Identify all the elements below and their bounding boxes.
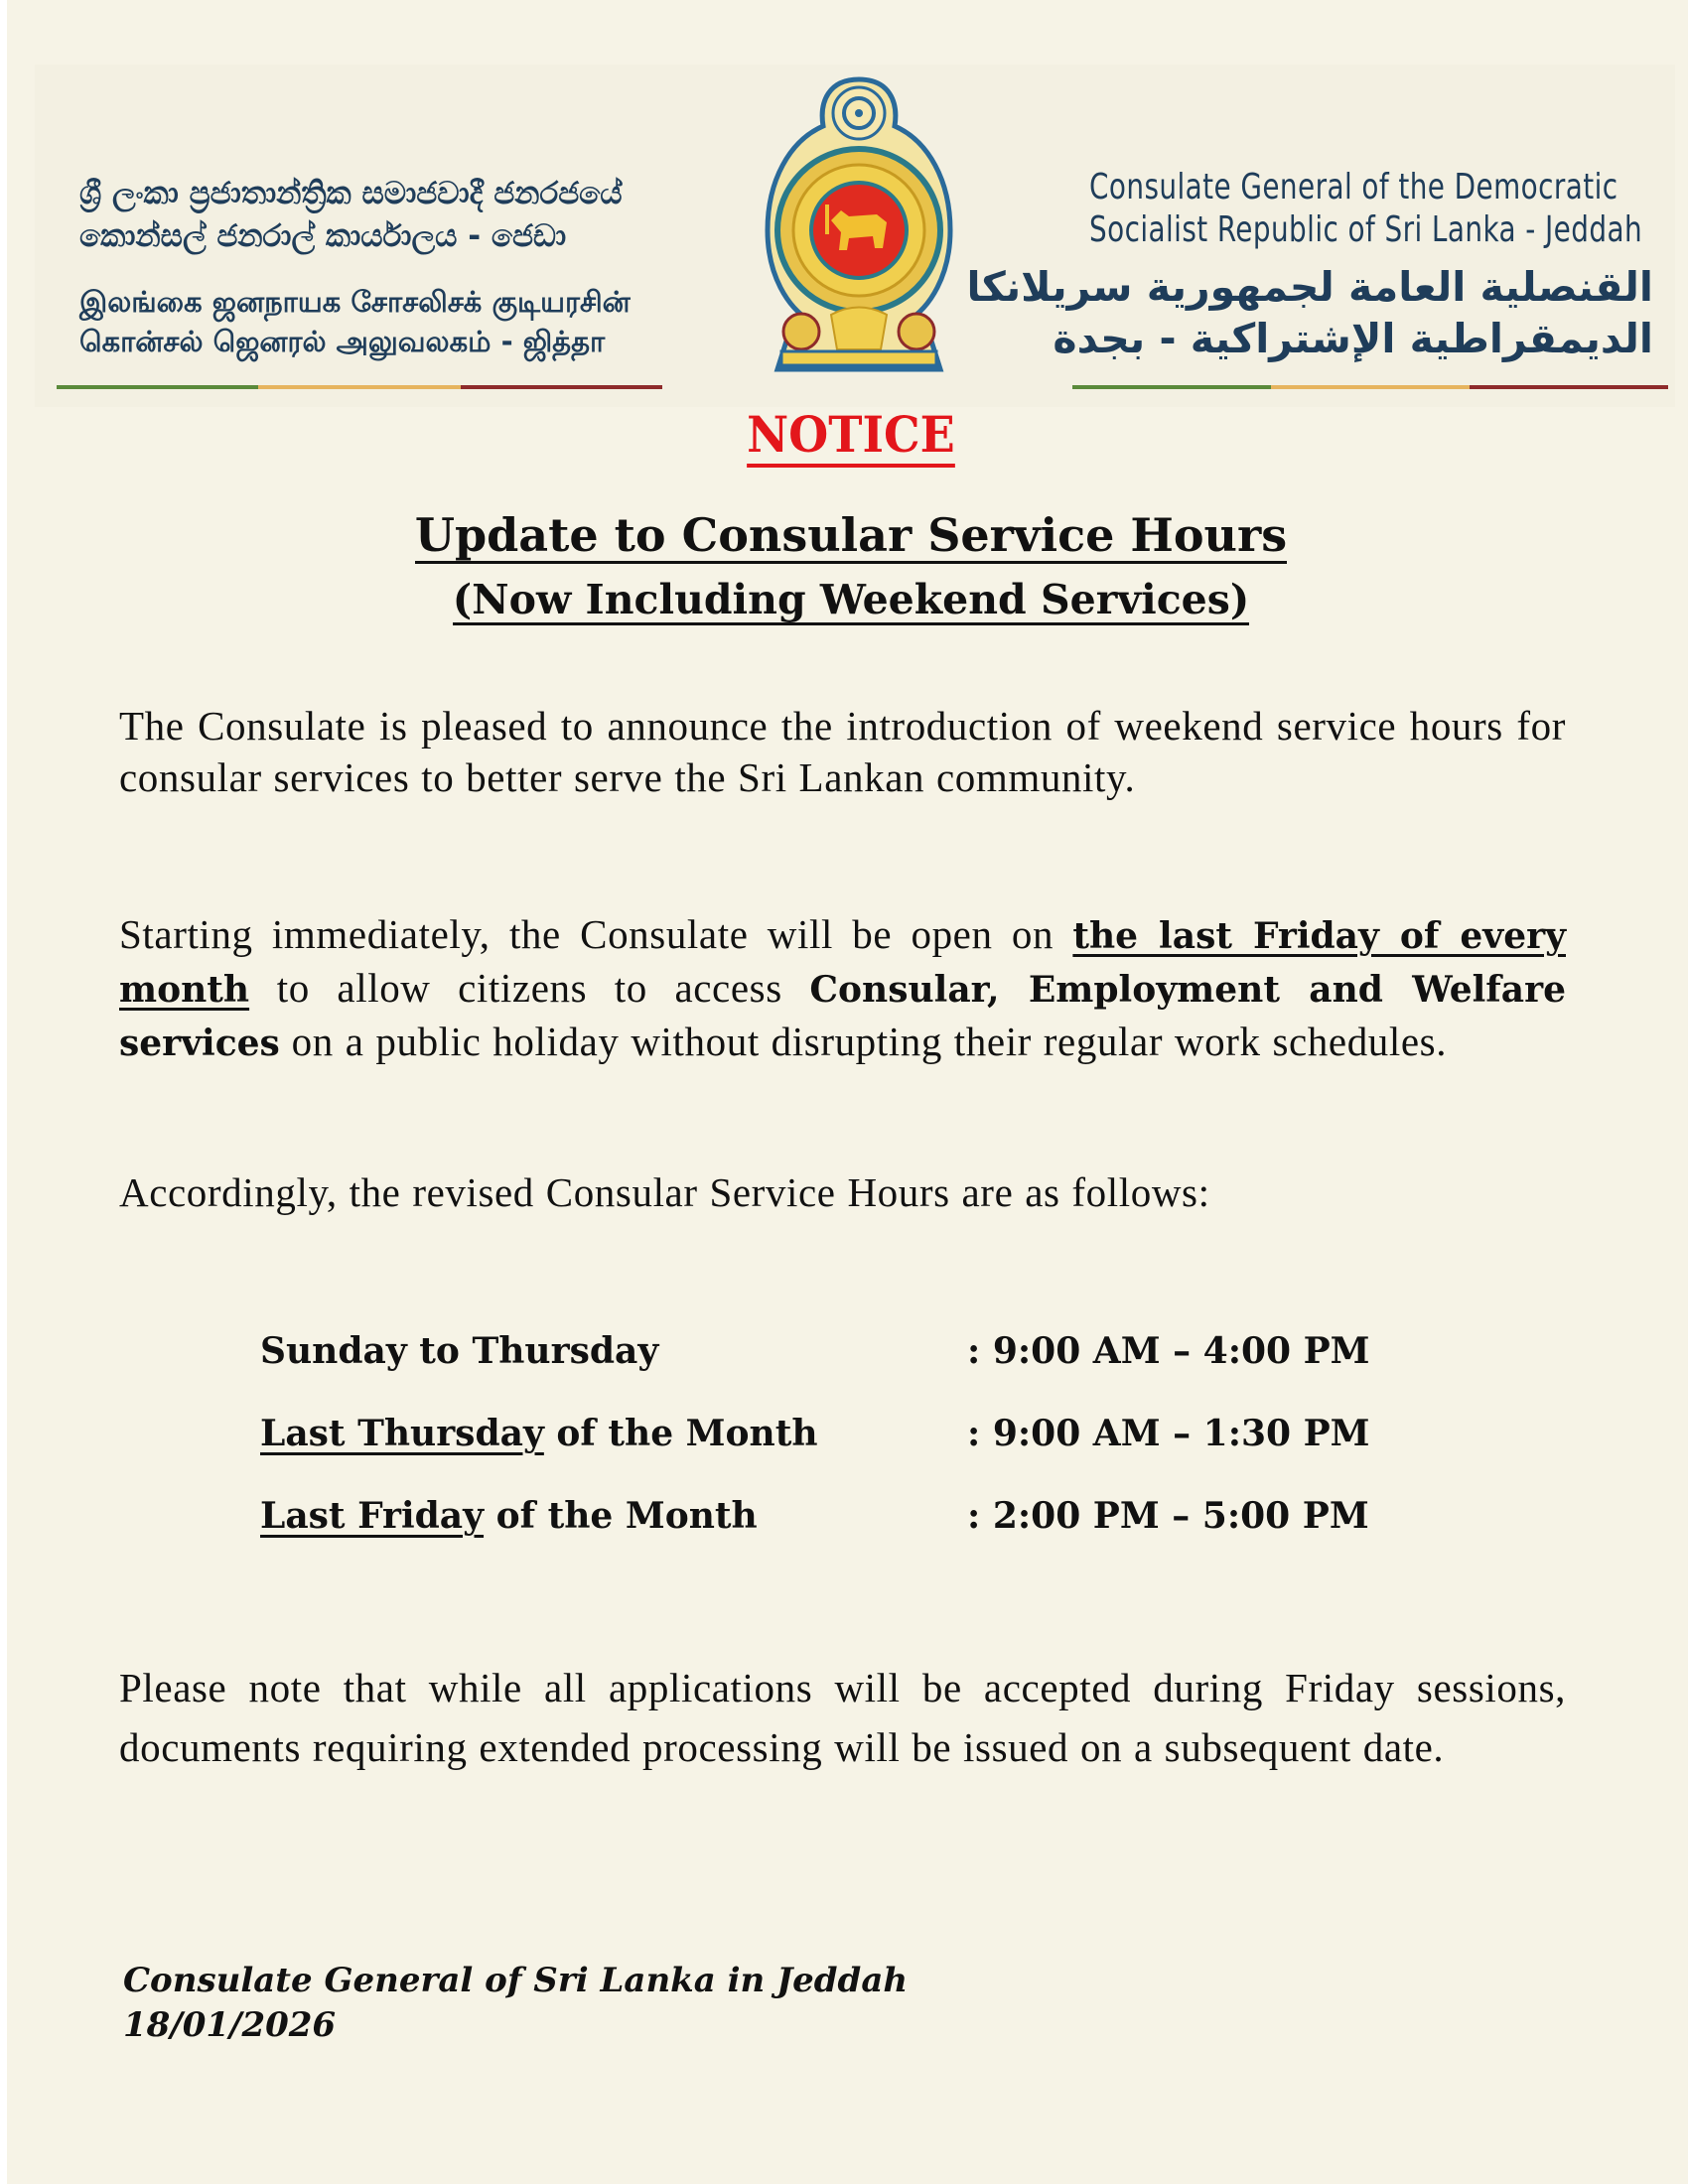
hours-value: : 9:00 AM – 1:30 PM xyxy=(967,1413,1370,1454)
processing-note-paragraph: Please note that while all applications will be accepted during Friday sessions, documents requiring extended processing will be issued on a subsequent date. xyxy=(119,1665,1566,1770)
tamil-title-line-2: கொன்சல் ஜெனரல் அலுவலகம் - ஜித்தா xyxy=(79,325,606,358)
schedule-text-3: on a public holiday without disrupting their regular work schedules. xyxy=(279,1019,1448,1064)
tamil-title-line-1: இலங்கை ஜனநாயக சோசலிசக் குடியரசின் xyxy=(79,285,631,319)
accordingly-paragraph: Accordingly, the revised Consular Service Hours are as follows: xyxy=(119,1169,1210,1215)
signature-date: 18/01/2026 xyxy=(123,2005,337,2045)
schedule-text-1: Starting immediately, the Consulate will be open on xyxy=(119,911,1073,957)
intro-paragraph: The Consulate is pleased to announce the introduction of weekend service hours for consular services to better serve the Sri Lankan community. xyxy=(119,703,1566,800)
arabic-title-line-2: الديمقراطية الإشتراكية - بجدة xyxy=(1053,315,1653,362)
hours-label: Last Thursday of the Month xyxy=(260,1413,818,1454)
sinhala-title-line-1: ශ්‍රී ලංකා ප්‍රජාතාන්ත්‍රික සමාජවාදී ජනරජයේ xyxy=(79,176,623,211)
hours-label: Last Friday of the Month xyxy=(260,1495,758,1537)
hours-row-last-thursday xyxy=(260,1413,1452,1462)
schedule-emphasis-last-friday: the last Friday of every month xyxy=(119,915,1566,1011)
notice-title xyxy=(7,508,1688,564)
hours-row-sunday-thursday xyxy=(260,1330,1452,1380)
tricolor-divider-right xyxy=(1072,385,1668,389)
notice-subtitle xyxy=(7,576,1688,625)
arabic-title-line-1: القنصلية العامة لجمهورية سريلانكا xyxy=(966,263,1653,311)
tricolor-divider-left xyxy=(57,385,662,389)
english-title-line-1: Consulate General of the Democratic xyxy=(1089,167,1618,207)
schedule-emphasis-services: Consular, Employment and Welfare services xyxy=(119,969,1566,1064)
notice-title-line-2: (Now Including Weekend Services) xyxy=(453,578,1249,625)
notice-label: NOTICE xyxy=(747,405,955,468)
notice-title-line-1: Update to Consular Service Hours xyxy=(414,508,1288,562)
notice-heading xyxy=(7,405,1688,468)
letterhead xyxy=(35,65,1675,407)
schedule-paragraph xyxy=(119,908,1566,1069)
sinhala-title-line-2: කොන්සල් ජනරාල් කාර්යාලය - ජෙඩා xyxy=(79,218,567,254)
hours-row-last-friday xyxy=(260,1495,1452,1545)
national-emblem-icon xyxy=(750,71,968,389)
hours-label: Sunday to Thursday xyxy=(260,1330,659,1372)
hours-value: : 9:00 AM – 4:00 PM xyxy=(967,1330,1370,1372)
notice-page xyxy=(7,0,1688,2184)
signature-organization: Consulate General of Sri Lanka in Jeddah xyxy=(123,1961,909,2000)
schedule-text-2: to allow citizens to access xyxy=(249,965,810,1011)
hours-value: : 2:00 PM – 5:00 PM xyxy=(967,1495,1369,1537)
english-title-line-2: Socialist Republic of Sri Lanka - Jeddah xyxy=(1089,209,1643,250)
